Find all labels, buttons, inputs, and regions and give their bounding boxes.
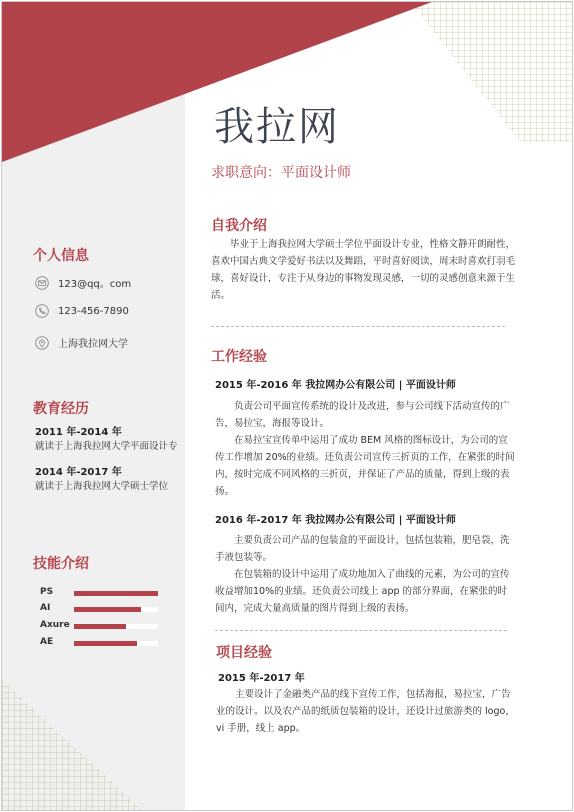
skill-name: AI <box>40 603 51 613</box>
contact-title: 个人信息 <box>33 248 89 264</box>
project-body <box>216 686 516 737</box>
mail-icon <box>35 276 49 290</box>
about-paragraph: 毕业于上海我拉网大学硕士学位平面设计专业，性格文静开朗耐性，喜欢中国古典文学爱好书法以及舞蹈，平时喜好阅读，周末时喜欢打羽毛球，喜好设计，专注于从身边的事物发现灵感，一切的灵感创意来源于生活。 <box>211 239 516 301</box>
contact-phone <box>35 304 129 318</box>
phone-text: 123-456-7890 <box>58 305 129 317</box>
contact-school <box>35 335 128 350</box>
skill-name: AE <box>40 637 54 647</box>
about-text <box>211 236 517 304</box>
divider <box>215 630 507 631</box>
skill-track <box>74 641 158 646</box>
job-line: 在包装箱的设计中运用了成功地加入了曲线的元素，为公司的宣传收益增加10%的业绩。还负责公司线上 app 的部分界面，在紧张的时间内，完成大量高质量的图片得到上级的表扬。 <box>215 569 510 614</box>
job-header-2: 2016 年-2017 年 我拉网办公有限公司 | 平面设计师 <box>215 515 456 526</box>
job-body-1 <box>215 398 515 500</box>
education-title: 教育经历 <box>33 401 89 417</box>
email-text: 123@qq。com <box>58 279 132 290</box>
skill-fill <box>74 624 126 629</box>
job-line: 主要负责公司产品的包装盒的平面设计，包括包装箱，肥皂袋，洗手液包装等。 <box>215 535 510 563</box>
education-desc-1: 就读于上海我拉网大学平面设计专 <box>35 441 178 452</box>
skill-name: Axure <box>40 620 70 630</box>
about-title: 自我介绍 <box>211 218 267 234</box>
job-header-1: 2015 年-2016 年 我拉网办公有限公司 | 平面设计师 <box>215 380 456 391</box>
skill-fill <box>74 641 137 646</box>
skill-fill <box>74 607 141 612</box>
skills-title: 技能介绍 <box>33 556 89 572</box>
divider <box>211 326 505 327</box>
location-pin-icon <box>35 336 49 350</box>
resume-page <box>1 1 573 811</box>
skill-row-ps <box>40 587 158 599</box>
education-desc-2: 就读于上海我拉网大学硕士学位 <box>35 481 169 492</box>
skill-name: PS <box>40 587 54 597</box>
education-date-1: 2011 年-2014 年 <box>35 427 122 438</box>
skill-track <box>74 607 158 612</box>
project-date: 2015 年-2017 年 <box>218 673 305 684</box>
work-title: 工作经验 <box>211 349 267 365</box>
skill-fill <box>74 591 158 596</box>
skill-row-axure <box>40 620 158 632</box>
school-text: 上海我拉网大学 <box>58 339 128 350</box>
job-line: 在易拉宝宣传单中运用了成功 BEM 风格的图标设计，为公司的宣传工作增加 20%的业绩。还负责公司宣传三折页的工作，在紧张的时间内，按时完成不同风格的三折页，并保证了产品的质量，得到上级的表扬。 <box>215 435 515 497</box>
education-date-2: 2014 年-2017 年 <box>35 467 122 478</box>
skill-track <box>74 591 158 596</box>
skill-row-ai <box>40 603 158 615</box>
job-body-2 <box>215 532 515 617</box>
grid-pattern-bottom-left <box>2 680 142 810</box>
grid-pattern-top-right <box>410 2 572 142</box>
candidate-name: 我拉网 <box>214 104 340 150</box>
phone-icon <box>35 304 49 318</box>
skill-row-ae <box>40 637 158 649</box>
job-line: 负责公司平面宣传系统的设计及改进，参与公司线下活动宣传的广告，易拉宝，海报等设计。 <box>215 401 510 429</box>
skill-track <box>74 624 158 629</box>
project-title: 项目经验 <box>216 645 272 661</box>
project-text: 主要设计了金融类产品的线下宣传工作，包括海报，易拉宝，广告业的设计。以及农产品的纸质包装箱的设计，还设计过旅游类的 logo，vi 手册，线上 app。 <box>216 689 515 734</box>
job-intent: 求职意向：平面设计师 <box>211 165 351 181</box>
contact-email <box>35 275 131 290</box>
